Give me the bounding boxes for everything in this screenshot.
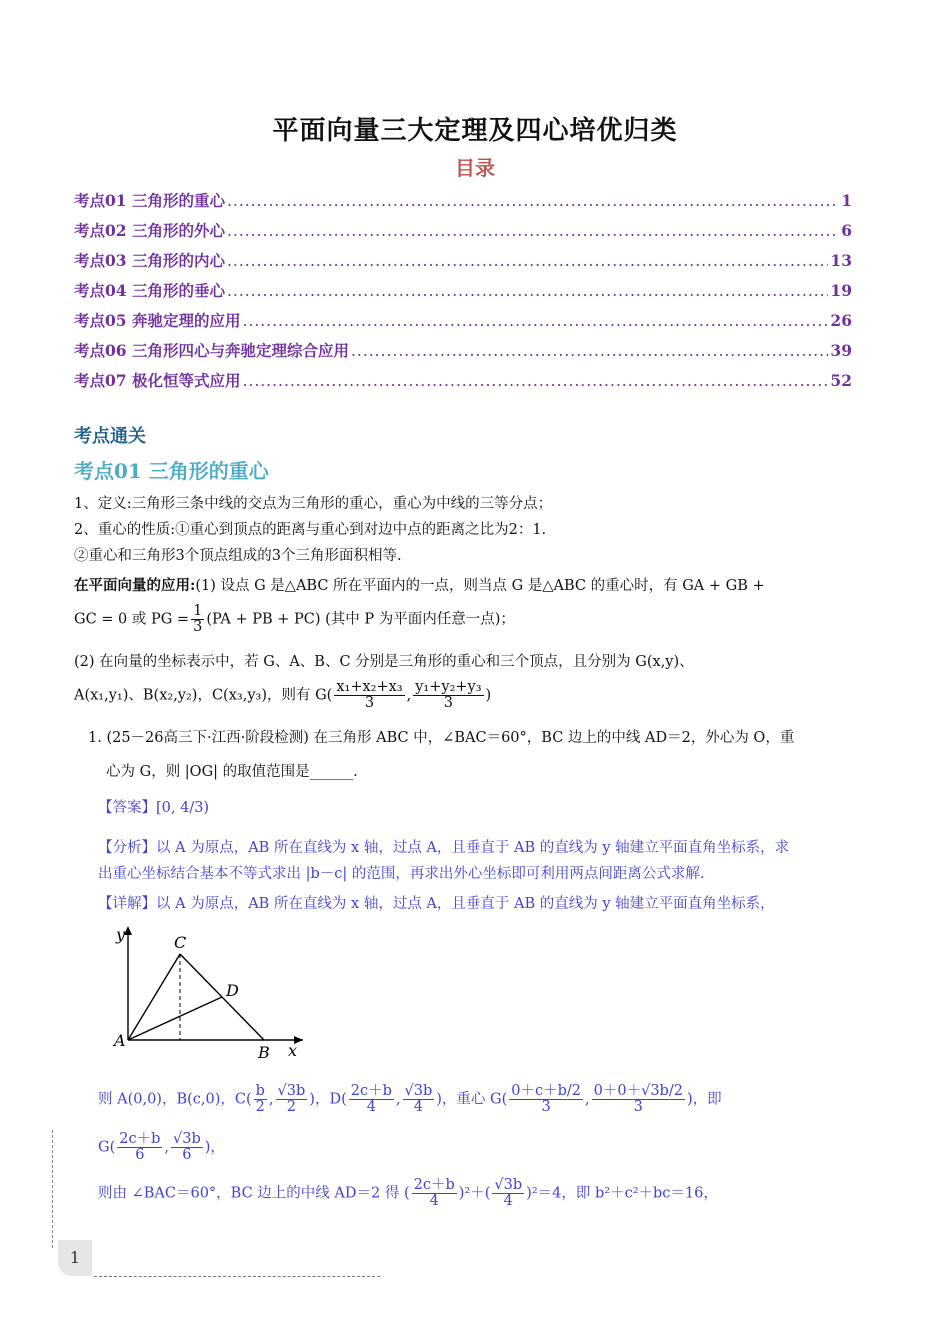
table-of-contents <box>74 186 852 396</box>
figure-label-b: B <box>258 1043 270 1062</box>
body-bold-label: 在平面向量的应用: <box>74 577 196 594</box>
body-line: (2) 在向量的坐标表示中，若 G、A、B、C 分别是三角形的重心和三个顶点，且分别为 G(x,y)、 <box>74 654 694 670</box>
detail-line: 则由 ∠BAC＝60°，BC 边上的中线 AD＝2 得 ( $\frac{2c+b}{4}$ )²＋( $\frac{√3b}{4}$ )²＝4，即 b²＋c²＋bc＝16， <box>98 1177 718 1210</box>
toc-item-label: 考点02 三角形的外心 <box>74 221 225 240</box>
body-line <box>74 574 765 595</box>
toc-item-page: 19 <box>830 281 852 300</box>
body-line: 1、定义:三角形三条中线的交点为三角形的重心，重心为中线的三等分点； <box>74 496 553 512</box>
body-text: (1) 设点 G 是△ABC 所在平面内的一点，则当点 G 是△ABC 的重心时，有 GA + GB + <box>195 578 765 594</box>
toc-item-label: 考点01 三角形的重心 <box>74 191 225 210</box>
section-heading: 考点通关 <box>74 426 146 447</box>
body-line: ②重心和三角形3个顶点组成的3个三角形面积相等. <box>74 548 402 564</box>
toc-item[interactable] <box>74 186 852 216</box>
question-line: 心为 G，则 |OG| 的取值范围是______. <box>106 764 358 780</box>
toc-item-page: 13 <box>830 251 852 270</box>
figure-label-a: A <box>114 1031 126 1050</box>
toc-item[interactable] <box>74 216 852 246</box>
page-number: 1 <box>58 1240 92 1276</box>
body-text: A(x₁,y₁)、B(x₂,y₂)，C(x₃,y₃)，则有 G( <box>74 687 333 704</box>
toc-item-label: 考点05 奔驰定理的应用 <box>74 311 241 330</box>
analysis-line: 出重心坐标结合基本不等式求出 |b－c| 的范围，再求出外心坐标即可利用两点间距离公式求解. <box>98 866 705 882</box>
coordinate-figure <box>108 918 308 1063</box>
answer-value: [0, 4/3) <box>156 800 210 816</box>
toc-item[interactable] <box>74 246 852 276</box>
toc-item[interactable] <box>74 366 852 396</box>
body-text: (PA + PB + PC) (其中 P 为平面内任意一点)； <box>206 611 515 628</box>
figure-label-x: x <box>288 1041 298 1060</box>
toc-item-page: 26 <box>830 311 852 330</box>
toc-item-page: 1 <box>841 191 852 210</box>
figure-label-y: y <box>116 925 126 944</box>
toc-item[interactable] <box>74 336 852 366</box>
body-line <box>74 604 515 635</box>
toc-heading: 目录 <box>455 156 495 180</box>
body-text: GC = 0 或 PG = <box>74 611 190 628</box>
page-border-bottom <box>94 1276 380 1277</box>
figure-label-c: C <box>174 933 187 952</box>
fraction: $\frac{1}{3}$ <box>193 603 203 636</box>
body-line: 2、重心的性质:①重心到顶点的距离与重心到对边中点的距离之比为2：1. <box>74 522 547 538</box>
toc-item-page: 39 <box>830 341 852 360</box>
document-title: 平面向量三大定理及四心培优归类 <box>272 116 678 146</box>
toc-item-label: 考点07 极化恒等式应用 <box>74 371 241 390</box>
answer-line <box>98 796 209 817</box>
detail-line: G( $\frac{2c+b}{6}$ , $\frac{√3b}{6}$ )， <box>98 1131 225 1164</box>
analysis-line: 【分析】以 A 为原点，AB 所在直线为 x 轴，过点 A，且垂直于 AB 的直线为 y 轴建立平面直角坐标系，求 <box>98 840 790 856</box>
detail-line: 【详解】以 A 为原点，AB 所在直线为 x 轴，过点 A，且垂直于 AB 的直线为 y 轴建立平面直角坐标系， <box>98 896 775 912</box>
fraction: $\frac{\text{x₁+x₂+x₃}}{3}$ <box>336 679 403 712</box>
toc-item-label: 考点03 三角形的内心 <box>74 251 225 270</box>
toc-item[interactable] <box>74 276 852 306</box>
toc-item-label: 考点04 三角形的垂心 <box>74 281 225 300</box>
toc-item-label: 考点06 三角形四心与奔驰定理综合应用 <box>74 341 349 360</box>
detail-line: 则 A(0,0)，B(c,0)，C( $\frac{b}{2}$ , $\frac{√3b}{2}$ )，D( $\frac{2c+b}{4}$ , $\frac{√3b}{4}$ )，重心 G( $\frac{0+c+b/2}{3}$ , $\frac{0+0+√3b/2}{3}$ )，即 <box>98 1083 722 1116</box>
toc-item-page: 6 <box>841 221 852 240</box>
body-line: A(x₁,y₁)、B(x₂,y₂)，C(x₃,y₃)，则有 G( $\frac{\text{x₁+x₂+x₃}}{3}$ , $\frac{\text{y₁+y₂+y₃}}{3}$ ) <box>74 679 492 712</box>
fraction: $\frac{\text{y₁+y₂+y₃}}{3}$ <box>415 679 482 712</box>
toc-item-page: 52 <box>830 371 852 390</box>
question-line: 1. (25－26高三下·江西·阶段检测) 在三角形 ABC 中，∠BAC＝60°，BC 边上的中线 AD＝2，外心为 O，重 <box>88 730 795 746</box>
subsection-heading: 考点01 三角形的重心 <box>74 459 269 483</box>
page-border-left <box>52 1130 53 1248</box>
answer-tag: 【答案】 <box>98 800 156 816</box>
analysis-tag: 【分析】 <box>98 840 156 856</box>
toc-item[interactable] <box>74 306 852 336</box>
detail-tag: 【详解】 <box>98 896 156 912</box>
figure-label-d: D <box>226 981 239 1000</box>
